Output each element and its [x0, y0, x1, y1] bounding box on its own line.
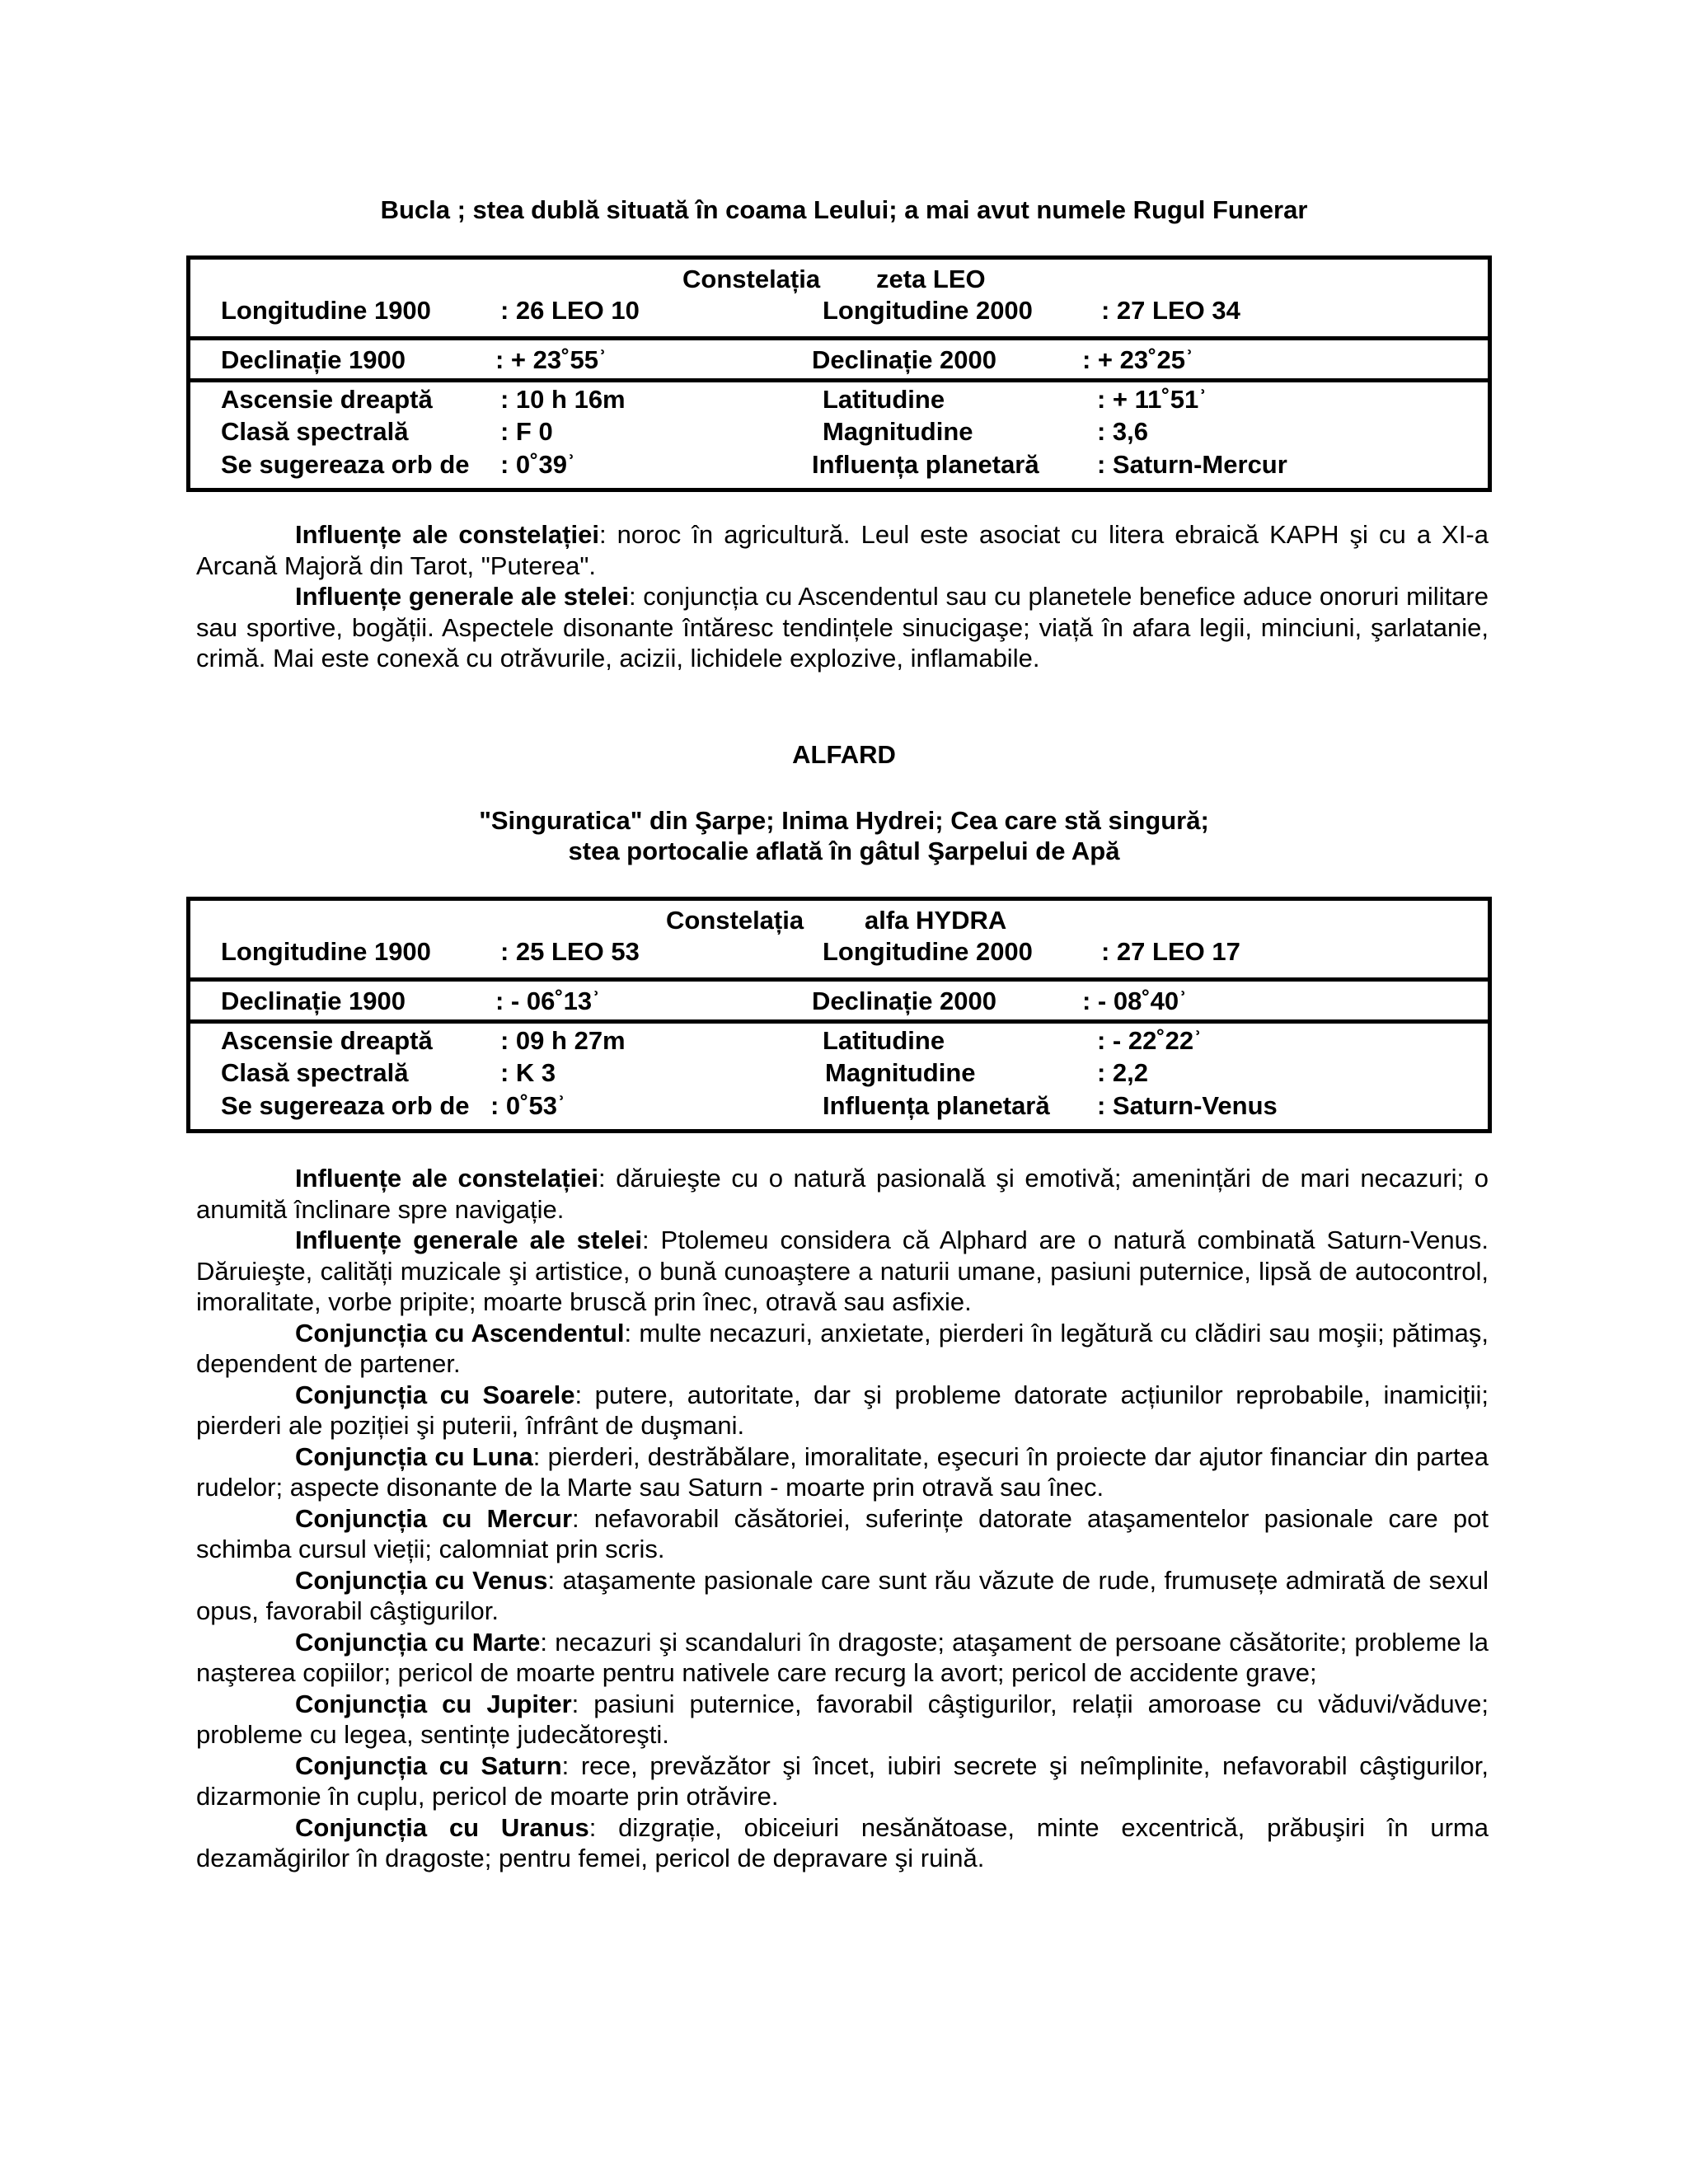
star1-details-section — [190, 382, 1488, 488]
paragraph-body: : pierderi, destrăbălare, imoralitate, eşecuri în proiecte dar ajutor financiar din partea rudelor; aspecte disonante de la Marte sau Saturn - moarte prin otravă sau înec. — [196, 1441, 1489, 1502]
spectral-class-value: : F 0 — [500, 417, 553, 446]
longitude-2000-label: Longitudine 2000 — [823, 296, 1033, 325]
orb-value: : 0˚53ʾ — [490, 1091, 566, 1120]
longitude-1900-label: Longitudine 1900 — [221, 937, 431, 966]
orb-label: Se sugereaza orb de — [221, 1091, 470, 1120]
orb-value: : 0˚39ʾ — [500, 450, 576, 479]
paragraph — [196, 1441, 1489, 1503]
latitude-label: Latitudine — [823, 1026, 945, 1055]
planetary-influence-label: Influența planetară — [823, 1091, 1050, 1120]
paragraph-body: : nefavorabil căsătoriei, suferințe datorate ataşamentelor pasionale care pot schimba cursul vieții; calomniat prin scris. — [196, 1503, 1489, 1563]
paragraph-body: : ataşamente pasionale care sunt rău văzute de rude, frumusețe admirată de sexul opus, favorabil câştigurilor. — [196, 1565, 1489, 1625]
right-ascension-label: Ascensie dreaptă — [221, 1026, 433, 1055]
orb-label: Se sugereaza orb de — [221, 450, 470, 479]
star2-declination-section — [190, 982, 1488, 1024]
magnitude-label: Magnitudine — [825, 1058, 976, 1087]
paragraph-lead: Influențe generale ale stelei — [295, 582, 629, 611]
star1-data-table — [186, 255, 1492, 492]
star2-subtitle-line1: "Singuratica" din Şarpe; Inima Hydrei; Cea care stă singură; — [479, 806, 1209, 835]
constellation-label: Constelația — [682, 265, 821, 293]
latitude-value: : - 22˚22ʾ — [1097, 1026, 1203, 1055]
star2-text — [196, 1163, 1489, 1874]
star1-longitude-section — [190, 260, 1488, 340]
star2-data-table — [186, 897, 1492, 1133]
magnitude-value: : 3,6 — [1097, 417, 1149, 446]
paragraph-lead: Influențe generale ale stelei — [295, 1226, 642, 1254]
paragraph — [196, 1380, 1489, 1441]
star2-subtitle-line2: stea portocalie aflată în gâtul Şarpelui de Apă — [568, 837, 1120, 865]
right-ascension-value: : 09 h 27m — [500, 1026, 626, 1055]
paragraph-lead: Influențe ale constelației — [295, 520, 599, 549]
paragraph — [196, 1750, 1489, 1812]
paragraph-body: : multe necazuri, anxietate, pierderi în legătură cu clădiri sau moşii; pătimaş, dependent de partener. — [196, 1318, 1489, 1378]
paragraph-body: : dizgrație, obiceiuri nesănătoase, minte excentrică, prăbuşiri în urma dezamăgirilor în dragoste; pentru femei, pericol de depravare şi ruină. — [196, 1812, 1489, 1872]
paragraph-lead: Conjuncția cu Soarele — [295, 1380, 575, 1409]
paragraph — [196, 1689, 1489, 1750]
latitude-value: : + 11˚51ʾ — [1097, 385, 1207, 414]
paragraph — [196, 1503, 1489, 1565]
spectral-class-label: Clasă spectrală — [221, 1058, 409, 1087]
star1-heading: Bucla ; stea dublă situată în coama Leului; a mai avut numele Rugul Funerar — [380, 195, 1308, 224]
constellation-value: alfa HYDRA — [865, 906, 1007, 935]
paragraph-body: : pasiuni puternice, favorabil câştigurilor, relații amoroase cu văduvi/văduve; probleme cu legea, sentințe judecătoreşti. — [196, 1689, 1489, 1749]
declination-1900-label: Declinație 1900 — [221, 345, 406, 374]
declination-2000-label: Declinație 2000 — [812, 987, 997, 1015]
paragraph-body: : necazuri şi scandaluri în dragoste; ataşament de persoane căsătorite; probleme la naşterea copiilor; pericol de moarte pentru nativele care recurg la avort; pericol de accidente grave; — [196, 1627, 1489, 1687]
longitude-2000-label: Longitudine 2000 — [823, 937, 1033, 966]
longitude-2000-value: : 27 LEO 17 — [1101, 937, 1240, 966]
paragraph-lead: Conjuncția cu Uranus — [295, 1812, 589, 1842]
paragraph — [196, 1627, 1489, 1689]
paragraph-body: : rece, prevăzător şi încet, iubiri secrete şi neîmplinite, nefavorabil câştigurilor, dizarmonie în cuplu, pericol de moarte prin otrăvire. — [196, 1750, 1489, 1811]
paragraph-lead: Conjuncția cu Saturn — [295, 1750, 562, 1780]
declination-1900-value: : + 23˚55ʾ — [495, 345, 607, 374]
paragraph-lead: Conjuncția cu Luna — [295, 1441, 533, 1471]
right-ascension-value: : 10 h 16m — [500, 385, 626, 414]
paragraph — [196, 1318, 1489, 1380]
paragraph-lead: Influențe ale constelației — [295, 1164, 599, 1193]
declination-1900-label: Declinație 1900 — [221, 987, 406, 1015]
star1-text — [196, 519, 1489, 674]
spectral-class-label: Clasă spectrală — [221, 417, 409, 446]
declination-2000-value: : + 23˚25ʾ — [1082, 345, 1194, 374]
longitude-1900-label: Longitudine 1900 — [221, 296, 431, 325]
star2-details-section — [190, 1024, 1488, 1129]
longitude-1900-value: : 25 LEO 53 — [500, 937, 640, 966]
paragraph-body: : putere, autoritate, dar şi probleme datorate acțiunilor reprobabile, inamiciții; pierderi ale poziției şi puterii, înfrânt de duşmani. — [196, 1380, 1489, 1440]
paragraph-lead: Conjuncția cu Venus — [295, 1565, 548, 1595]
star1-declination-section — [190, 340, 1488, 382]
paragraph-body: : noroc în agricultură. Leul este asociat cu litera ebraică KAPH şi cu a XI-a Arcană Majoră din Tarot, "Puterea". — [196, 520, 1489, 580]
paragraph-body: : Ptolemeu considera că Alphard are o natură combinată Saturn-Venus. Dăruieşte, calități muzicale şi artistice, o bună cunoaştere a naturii umane, pasiuni puternice, lipsă de autocontrol, imoralitate, vorbe pripite; moarte bruscă prin înec, otravă sau asfixie. — [196, 1226, 1489, 1316]
paragraph — [196, 519, 1489, 581]
longitude-1900-value: : 26 LEO 10 — [500, 296, 640, 325]
star2-longitude-section — [190, 901, 1488, 982]
paragraph-lead: Conjuncția cu Mercur — [295, 1503, 573, 1533]
right-ascension-label: Ascensie dreaptă — [221, 385, 433, 414]
paragraph-lead: Conjuncția cu Jupiter — [295, 1689, 572, 1718]
longitude-2000-value: : 27 LEO 34 — [1101, 296, 1240, 325]
constellation-label: Constelația — [666, 906, 804, 935]
planetary-influence-value: : Saturn-Mercur — [1097, 450, 1287, 479]
planetary-influence-value: : Saturn-Venus — [1097, 1091, 1278, 1120]
paragraph — [196, 1163, 1489, 1225]
paragraph-lead: Conjuncția cu Marte — [295, 1627, 541, 1657]
constellation-value: zeta LEO — [876, 265, 986, 293]
paragraph — [196, 1225, 1489, 1318]
declination-2000-label: Declinație 2000 — [812, 345, 997, 374]
magnitude-value: : 2,2 — [1097, 1058, 1149, 1087]
paragraph — [196, 581, 1489, 674]
magnitude-label: Magnitudine — [823, 417, 973, 446]
paragraph — [196, 1812, 1489, 1874]
paragraph-lead: Conjuncția cu Ascendentul — [295, 1318, 625, 1347]
paragraph — [196, 1565, 1489, 1627]
planetary-influence-label: Influența planetară — [812, 450, 1039, 479]
paragraph-body: : dăruieşte cu o natură pasională şi emotivă; amenințări de mari necazuri; o anumită înclinare spre navigație. — [196, 1164, 1489, 1224]
star2-title: ALFARD — [792, 740, 896, 769]
latitude-label: Latitudine — [823, 385, 945, 414]
paragraph-body: : conjuncția cu Ascendentul sau cu planetele benefice aduce onoruri militare sau sportive, bogății. Aspectele disonante întăresc tendințele sinucigaşe; viață în afara legii, minciuni, şarlatanie, crimă. Mai este conexă cu otrăvurile, acizii, lichidele explozive, inflamabile. — [196, 582, 1489, 673]
spectral-class-value: : K 3 — [500, 1058, 556, 1087]
declination-1900-value: : - 06˚13ʾ — [495, 987, 601, 1015]
declination-2000-value: : - 08˚40ʾ — [1082, 987, 1188, 1015]
